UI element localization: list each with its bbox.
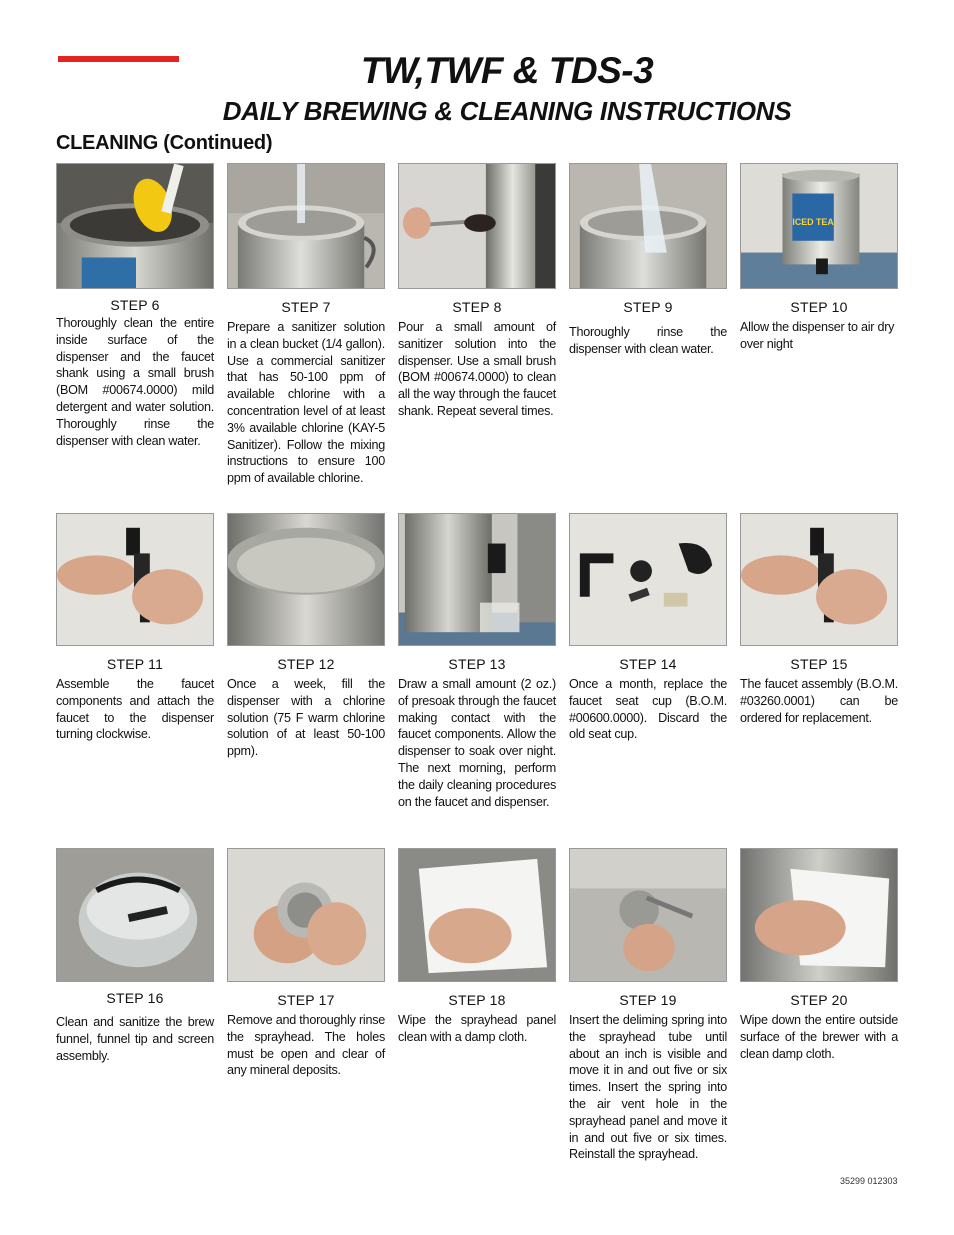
step-11-photo [56, 513, 214, 646]
step-20 [740, 848, 898, 1062]
page-title: TW,TWF & TDS-3 [360, 50, 654, 91]
step-10-text: Allow the dispenser to air dry over night [740, 320, 895, 351]
step-10-label: STEP 10 [790, 299, 848, 315]
step-10-photo [740, 163, 898, 289]
step-18-label: STEP 18 [448, 992, 506, 1008]
step-12-text: Once a week, fill the dispenser with a chlorine solution (75 F warm chlorine solution of at least 50-100 ppm). [227, 677, 385, 759]
step-19-text: Insert the deliming spring into the sprayhead tube until about an inch is visible and move it in and out five or six times. Insert the spring into the air vent hole in the sprayhead panel and move it in and out five or six times. Reinstall the sprayhead. [569, 1013, 727, 1162]
step-16-text: Clean and sanitize the brew funnel, funnel tip and screen assembly. [56, 1015, 214, 1063]
step-14 [569, 513, 727, 743]
step-7-text: Prepare a sanitizer solution in a clean bucket (1/4 gallon). Use a commercial sanitizer that has 50-100 ppm of available chlorine with a concentration level of at least 3% available chlorine (KAY-5 Sanitizer). Follow the mixing instructions to ensure 100 ppm of available chlorine. [227, 320, 385, 486]
iced-tea-label: ICED TEA [792, 217, 834, 228]
step-9 [569, 163, 727, 358]
step-14-label: STEP 14 [619, 656, 677, 672]
document-code: 35299 012303 [840, 1176, 898, 1186]
step-8-photo [398, 163, 556, 289]
step-10 [740, 163, 898, 353]
step-16-photo [56, 848, 214, 982]
step-18-photo [398, 848, 556, 982]
step-9-text: Thoroughly rinse the dispenser with clean water. [569, 325, 727, 356]
step-15-photo [740, 513, 898, 646]
step-11 [56, 513, 214, 743]
step-20-photo [740, 848, 898, 982]
step-14-text: Once a month, replace the faucet seat cup (B.O.M. #00600.0000). Discard the old seat cup. [569, 677, 727, 742]
step-6-text: Thoroughly clean the entire inside surface of the dispenser and the faucet shank using a small brush (BOM #00674.0000) mild detergent and water solution. Thoroughly rinse the dispenser with clean water. [56, 316, 214, 448]
step-17-label: STEP 17 [277, 992, 335, 1008]
step-14-photo [569, 513, 727, 646]
step-18-text: Wipe the sprayhead panel clean with a damp cloth. [398, 1013, 556, 1044]
step-6 [56, 163, 214, 449]
step-12 [227, 513, 385, 760]
step-7-label: STEP 7 [281, 299, 331, 315]
step-16 [56, 848, 214, 1064]
step-19-photo [569, 848, 727, 982]
step-17-text: Remove and thoroughly rinse the sprayhead. The holes must be open and clear of any mineral deposits. [227, 1013, 385, 1078]
step-13-photo [398, 513, 556, 646]
step-13 [398, 513, 556, 810]
page-subtitle: DAILY BREWING & CLEANING INSTRUCTIONS [222, 96, 792, 126]
step-17-photo [227, 848, 385, 982]
step-18 [398, 848, 556, 1046]
step-9-label: STEP 9 [623, 299, 673, 315]
step-11-text: Assemble the faucet components and attach the faucet to the dispenser turning clockwise. [56, 677, 214, 742]
step-8-label: STEP 8 [452, 299, 502, 315]
step-20-text: Wipe down the entire outside surface of the brewer with a clean damp cloth. [740, 1013, 898, 1061]
step-15-label: STEP 15 [790, 656, 848, 672]
step-15-text: The faucet assembly (B.O.M. #03260.0001) can be ordered for replacement. [740, 677, 898, 725]
step-12-photo [227, 513, 385, 646]
step-16-label: STEP 16 [106, 990, 164, 1006]
section-heading: CLEANING (Continued) [56, 132, 273, 154]
step-6-photo [56, 163, 214, 289]
step-11-label: STEP 11 [106, 656, 164, 672]
step-19 [569, 848, 727, 1163]
step-8 [398, 163, 556, 420]
step-12-label: STEP 12 [277, 656, 335, 672]
step-7 [227, 163, 385, 487]
step-9-photo [569, 163, 727, 289]
step-6-label: STEP 6 [110, 297, 160, 313]
step-13-text: Draw a small amount (2 oz.) of presoak through the faucet making contact with the faucet components. Allow the dispenser to soak over night. The next morning, perform the daily cleaning procedures on the faucet and dispenser. [398, 677, 556, 809]
step-17 [227, 848, 385, 1079]
step-20-label: STEP 20 [790, 992, 848, 1008]
step-19-label: STEP 19 [619, 992, 677, 1008]
step-15 [740, 513, 898, 726]
step-8-text: Pour a small amount of sanitizer solution into the dispenser. Use a small brush (BOM #00674.0000) to clean all the way through the faucet shank. Repeat several times. [398, 320, 556, 418]
step-7-photo [227, 163, 385, 289]
step-13-label: STEP 13 [448, 656, 506, 672]
